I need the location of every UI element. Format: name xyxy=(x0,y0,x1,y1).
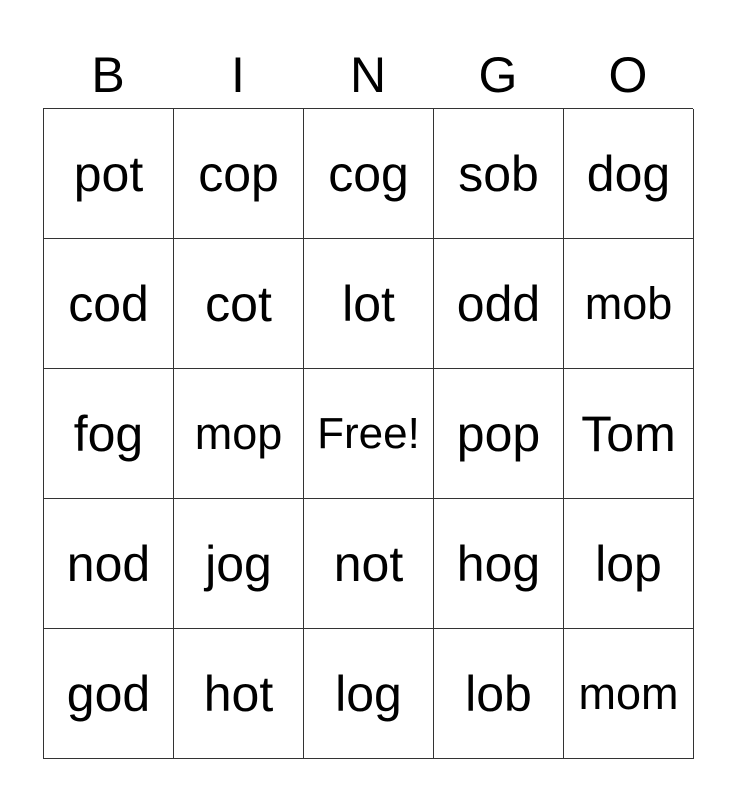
header-letter-o: O xyxy=(608,47,648,103)
bingo-cell-r2-c4: odd xyxy=(434,239,564,369)
bingo-cell-r3-c4: pop xyxy=(434,369,564,499)
bingo-cell-r2-c1: cod xyxy=(44,239,174,369)
bingo-cell-r4-c2: jog xyxy=(174,499,304,629)
bingo-cell-r2-c5: mob xyxy=(564,239,694,369)
bingo-cell-r1-c2: cop xyxy=(174,109,304,239)
header-letter-g: G xyxy=(478,47,518,103)
header-letter-i: I xyxy=(231,47,245,103)
header-letter-n: N xyxy=(349,47,387,103)
bingo-cell-r4-c3: not xyxy=(304,499,434,629)
bingo-cell-r1-c1: pot xyxy=(44,109,174,239)
bingo-card xyxy=(43,42,693,759)
bingo-cell-r5-c3: log xyxy=(304,629,434,759)
bingo-cell-r1-c3: cog xyxy=(304,109,434,239)
bingo-cell-r5-c4: lob xyxy=(434,629,564,759)
bingo-cell-r4-c4: hog xyxy=(434,499,564,629)
bingo-cell-r2-c3: lot xyxy=(304,239,434,369)
bingo-cell-r5-c1: god xyxy=(44,629,174,759)
bingo-cell-r3-c2: mop xyxy=(174,369,304,499)
bingo-cell-r3-c1: fog xyxy=(44,369,174,499)
bingo-cell-r5-c2: hot xyxy=(174,629,304,759)
header-letter-b: B xyxy=(91,47,125,103)
bingo-cell-r3-c5: Tom xyxy=(564,369,694,499)
bingo-cell-r4-c5: lop xyxy=(564,499,694,629)
bingo-grid xyxy=(43,108,693,759)
free-space-cell: Free! xyxy=(304,369,434,499)
bingo-header xyxy=(43,42,693,108)
bingo-cell-r5-c5: mom xyxy=(564,629,694,759)
bingo-cell-r4-c1: nod xyxy=(44,499,174,629)
bingo-cell-r1-c4: sob xyxy=(434,109,564,239)
bingo-cell-r2-c2: cot xyxy=(174,239,304,369)
bingo-cell-r1-c5: dog xyxy=(564,109,694,239)
